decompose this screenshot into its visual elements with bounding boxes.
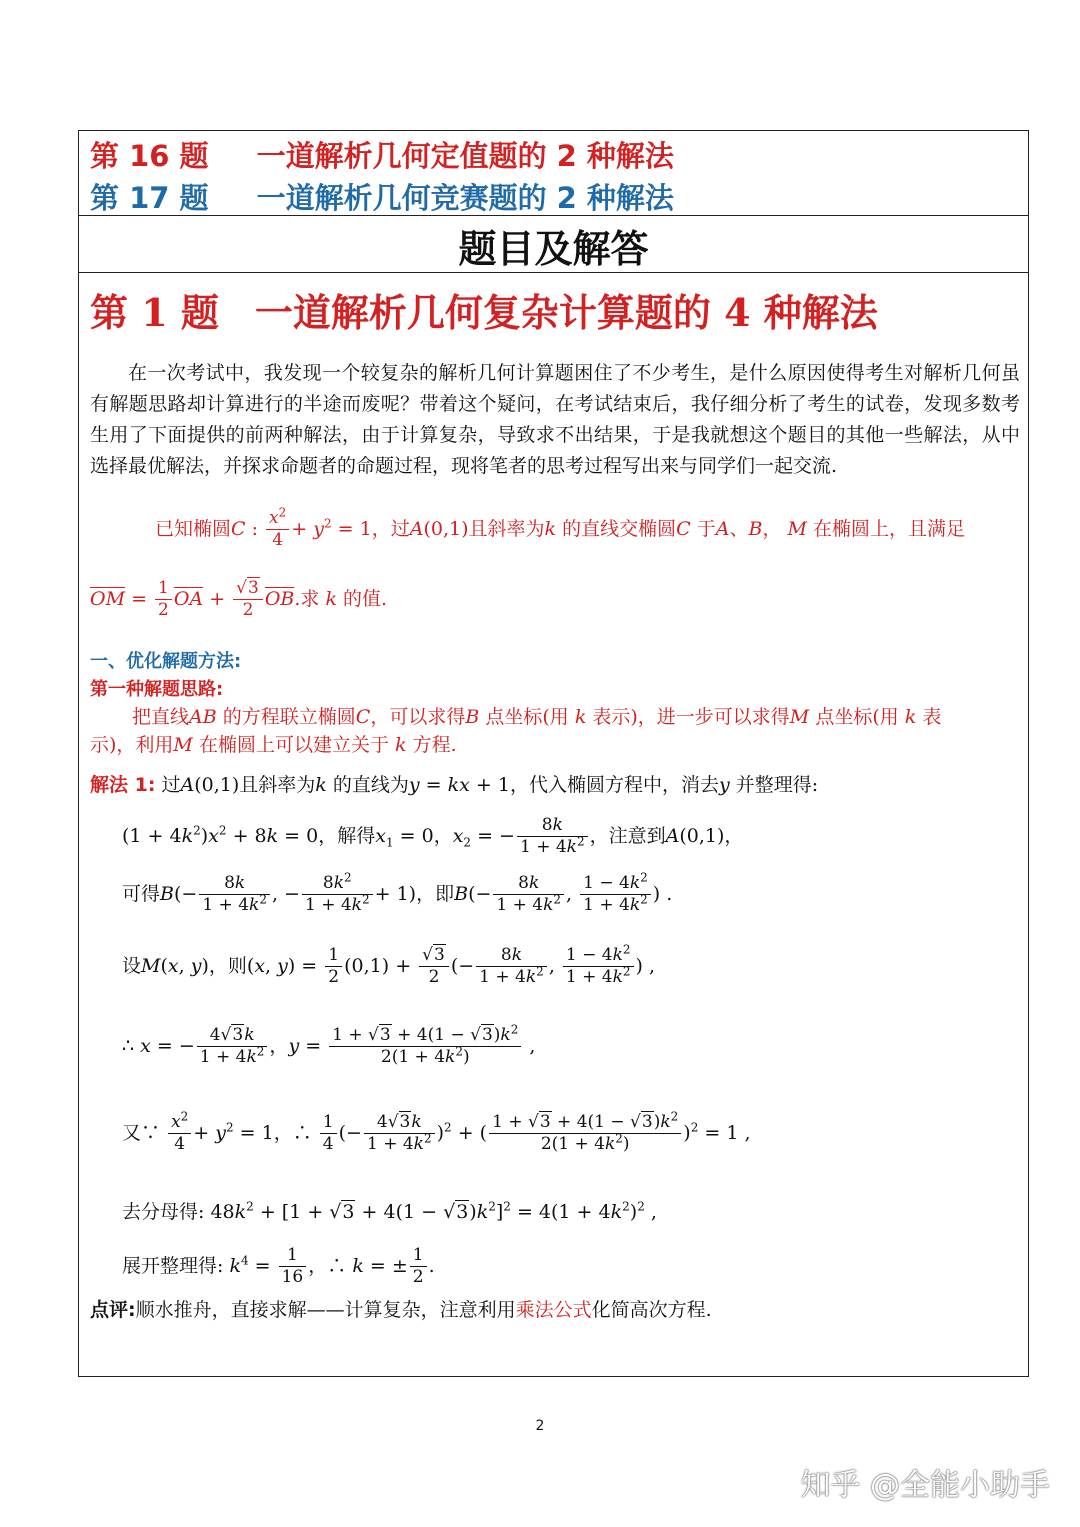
comment-line <box>90 1295 712 1322</box>
equation-line3: 设M(x, y)，则(x, y) = $\frac{1}{2}$ (0,1) + $\frac{√3}{2}$ (− $\frac{8k}{1 + 4k^2}$ , $\frac{1 - 4k^2}{1 + 4k^2}$ ) , <box>122 942 656 988</box>
solution-intro: 解法 1: 过A(0,1)且斜率为k 的直线为y = kx + 1，代入椭圆方程中，消去y 并整理得: <box>90 774 819 796</box>
problem-statement-line1: 已知椭圆C : $\frac{x^2}{4}$ + $y^2 = 1$，过A(0,1)且斜率为k 的直线交椭圆C 于A、B， M 在椭圆上，且满足 <box>155 505 966 551</box>
statement-text: 的值. <box>343 587 388 610</box>
equation-line5: 又∵ $\frac{x^2}{4}$ + $y^2 = 1$，∴ $\frac{1}{4}$ (− $\frac{4√3k}{1 + 4k^2}$ )$^2$ + ( $\frac{1 + √3 + 4(1 - √3)k^2}{2(1 + 4k^2)}$ )$^2$ = 1 , <box>122 1109 751 1155</box>
solution-text: 设 <box>122 954 142 977</box>
toc-item-16[interactable] <box>90 134 674 175</box>
solution-text: 过 <box>161 774 181 796</box>
idea-text: ，可以求得 <box>370 706 466 728</box>
intro-paragraph: 在一次考试中，我发现一个较复杂的解析几何计算题困住了不少考生，是什么原因使得考生对解析几何虽有解题思路却计算进行的半途而废呢？带着这个疑问，在考试结束后，我仔细分析了考生的试卷，发现多数考生用了下面提供的前两种解法，由于计算复杂，导致求不出结果，于是我就想这个题目的其他一些解法，从中选择最优解法，并探求命题者的命题过程，现将笔者的思考过程写出来与同学们一起交流. <box>90 362 1020 477</box>
statement-text: .求 <box>294 587 320 610</box>
solution-text: ，即 <box>416 882 455 905</box>
solution-text: ，∴ <box>308 1254 347 1277</box>
equation-line4: ∴ x = − $\frac{4√3k}{1 + 4k^2}$ ，y = $\frac{1 + √3 + 4(1 - √3)k^2}{2(1 + 4k^2)}$ , <box>122 1022 536 1068</box>
solution-text: 且斜率为 <box>239 774 316 796</box>
idea-line2: 示)，利用M 在椭圆上可以建立关于 k 方程. <box>90 734 457 756</box>
idea-heading: 第一种解题思路: <box>90 679 224 700</box>
solution-text: 可得 <box>122 882 161 905</box>
idea-text: 表 <box>922 706 942 728</box>
solution-text: 的直线为 <box>332 774 409 796</box>
equation-line7: 展开整理得: $k^4$ = $\frac{1}{16}$ ，∴ k = ± $\frac{1}{2}$ . <box>122 1245 435 1288</box>
problem-statement-line2: $\overline{OM}$ = $\frac{1}{2}$ $\overline{OA}$ + $\frac{√3}{2}$ $\overline{OB}$.求 k 的值. <box>90 578 388 621</box>
solution-text: ，解得 <box>318 824 376 847</box>
toc-number: 第 17 题 <box>90 181 209 215</box>
idea-text: 方程. <box>412 734 457 756</box>
toc-number: 第 16 题 <box>90 139 209 173</box>
solution-text: ，代入椭圆方程中，消去 <box>509 774 719 796</box>
statement-text: 已知椭圆 <box>155 517 232 540</box>
idea-text: 点坐标(用 <box>485 706 569 728</box>
statement-text: 且斜率为 <box>468 517 545 540</box>
statement-text: ，过 <box>371 517 410 540</box>
idea-text: 示)，利用 <box>90 734 174 756</box>
solution-text: 又∵ <box>122 1121 161 1144</box>
section-heading: 题目及解答 <box>458 227 649 271</box>
statement-text: 的直线交椭圆 <box>562 517 677 540</box>
problem-number: 第 1 题 <box>90 290 219 335</box>
comment-label: 点评: <box>90 1299 136 1321</box>
solution-text: 去分母得: <box>122 1201 205 1223</box>
idea-text: 在椭圆上可以建立关于 <box>198 734 389 756</box>
statement-text: ， <box>762 517 782 540</box>
idea-text: 点坐标(用 <box>815 706 899 728</box>
equation-line1: $(1 + 4k^2)x^2 + 8k = 0$，解得$x_1 = 0$，$x_2$ = − $\frac{8k}{1 + 4k^2}$ ，注意到A(0,1)， <box>122 815 744 858</box>
toc-title: 一道解析几何定值题的 2 种解法 <box>256 139 674 173</box>
solution-text: ，注意到 <box>589 824 666 847</box>
method-heading: 一、优化解题方法: <box>90 651 242 672</box>
solution-label: 解法 1: <box>90 774 156 796</box>
idea-text: 表示)，进一步可以求得 <box>592 706 790 728</box>
idea-line1: 把直线AB 的方程联立椭圆C，可以求得B 点坐标(用 k 表示)，进一步可以求得M 点坐标(用 k 表 <box>132 706 942 728</box>
comment-text: 顺水推舟，直接求解——计算复杂，注意利用 <box>135 1299 516 1321</box>
toc-item-17[interactable] <box>90 176 674 217</box>
watermark: 知乎 @全能小助手 <box>800 1468 1050 1503</box>
page-number: 2 <box>535 1418 545 1434</box>
problem-title <box>90 282 878 337</box>
idea-text: 的方程联立椭圆 <box>222 706 356 728</box>
equation-line6: 去分母得: $48k^2 + [1 + √3 + 4(1 - √3)k^2]^2 = 4(1 + 4k^2)^2$ , <box>122 1199 657 1223</box>
equation-line2: 可得B(− $\frac{8k}{1 + 4k^2}$ , − $\frac{8k^2}{1 + 4k^2}$ + 1)，即B(− $\frac{8k}{1 + 4k^2}$ , $\frac{1 - 4k^2}{1 + 4k^2}$ ) . <box>122 870 673 916</box>
toc-title: 一道解析几何竞赛题的 2 种解法 <box>256 181 674 215</box>
solution-text: 并整理得: <box>735 774 819 796</box>
idea-text: 把直线 <box>132 706 190 728</box>
problem-title-text: 一道解析几何复杂计算题的 4 种解法 <box>254 290 878 335</box>
comment-text: 化简高次方程. <box>591 1299 712 1321</box>
comment-highlight: 乘法公式 <box>515 1299 592 1321</box>
statement-text: 在椭圆上，且满足 <box>813 517 966 540</box>
solution-text: ，则 <box>208 954 247 977</box>
statement-text: 于 <box>696 517 716 540</box>
solution-text: ，∴ <box>273 1121 312 1144</box>
solution-text: 展开整理得: <box>122 1254 224 1277</box>
